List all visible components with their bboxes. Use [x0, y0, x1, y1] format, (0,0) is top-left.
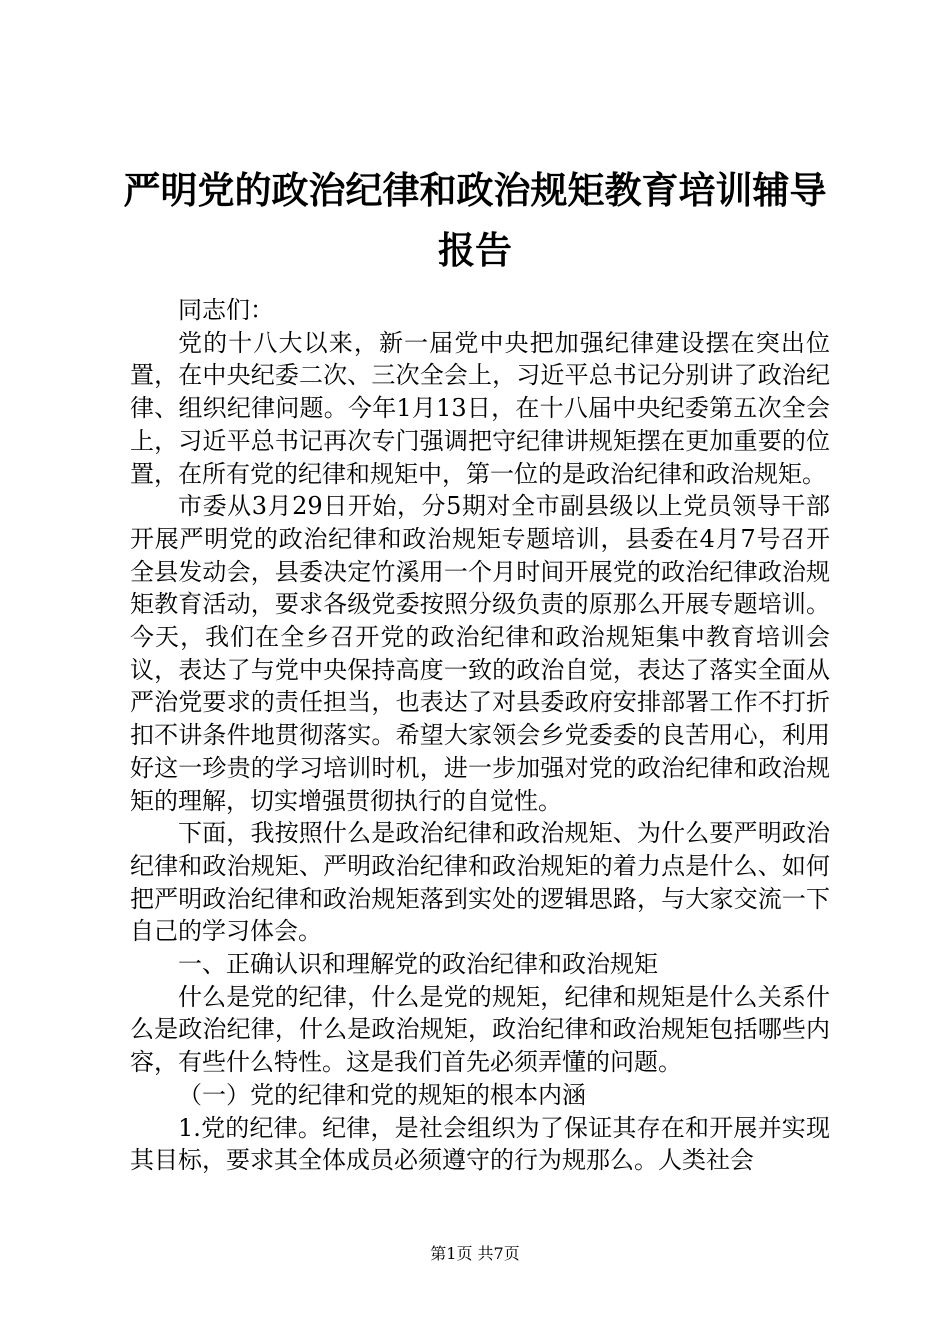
document-title: 严明党的政治纪律和政治规矩教育培训辅导报告 [123, 168, 827, 272]
subsection-heading: （一）党的纪律和党的规矩的根本内涵 [178, 1080, 586, 1109]
section-heading: 一、正确认识和理解党的政治纪律和政治规矩 [178, 950, 658, 979]
paragraph-intro: 党的十八大以来，新一届党中央把加强纪律建设摆在突出位置，在中央纪委二次、三次全会上，习近平总书记分别讲了政治纪律、组织纪律问题。今年1月13日，在十八届中央纪委第五次全会上，习近平总书记再次专门强调把守纪律讲规矩摆在更加重要的位置，在所有党的纪律和规矩中，第一位的是政治纪律和政治规矩。 [130, 328, 830, 488]
paragraph-outline: 下面，我按照什么是政治纪律和政治规矩、为什么要严明政治纪律和政治规矩、严明政治纪律和政治规矩的着力点是什么、如何把严明政治纪律和政治规矩落到实处的逻辑思路，与大家交流一下自己的学习体会。 [130, 819, 830, 946]
document-body [130, 294, 830, 1177]
paragraph-training: 市委从3月29日开始，分5期对全市副县级以上党员领导干部开展严明党的政治纪律和政治规矩专题培训，县委在4月7号召开全县发动会，县委决定竹溪用一个月时间开展党的政治纪律政治规矩教育活动，要求各级党委按照分级负责的原那么开展专题培训。今天，我们在全乡召开党的政治纪律和政治规矩集中教育培训会议，表达了与党中央保持高度一致的政治自觉，表达了落实全面从严治党要求的责任担当，也表达了对县委政府安排部署工作不打折扣不讲条件地贯彻落实。希望大家领会乡党委委的良苦用心，利用好这一珍贵的学习培训时机，进一步加强对党的政治纪律和政治规矩的理解，切实增强贯彻执行的自觉性。 [130, 492, 830, 815]
page-number: 第1页 共7页 [430, 1244, 520, 1263]
section-paragraph: 什么是党的纪律，什么是党的规矩，纪律和规矩是什么关系什么是政治纪律，什么是政治规矩，政治纪律和政治规矩包括哪些内容，有些什么特性。这是我们首先必须弄懂的问题。 [130, 982, 830, 1077]
subsection-paragraph: 1.党的纪律。纪律，是社会组织为了保证其存在和开展并实现其目标，要求其全体成员必须遵守的行为规那么。人类社会 [130, 1113, 830, 1175]
salutation: 同志们： [178, 296, 274, 324]
